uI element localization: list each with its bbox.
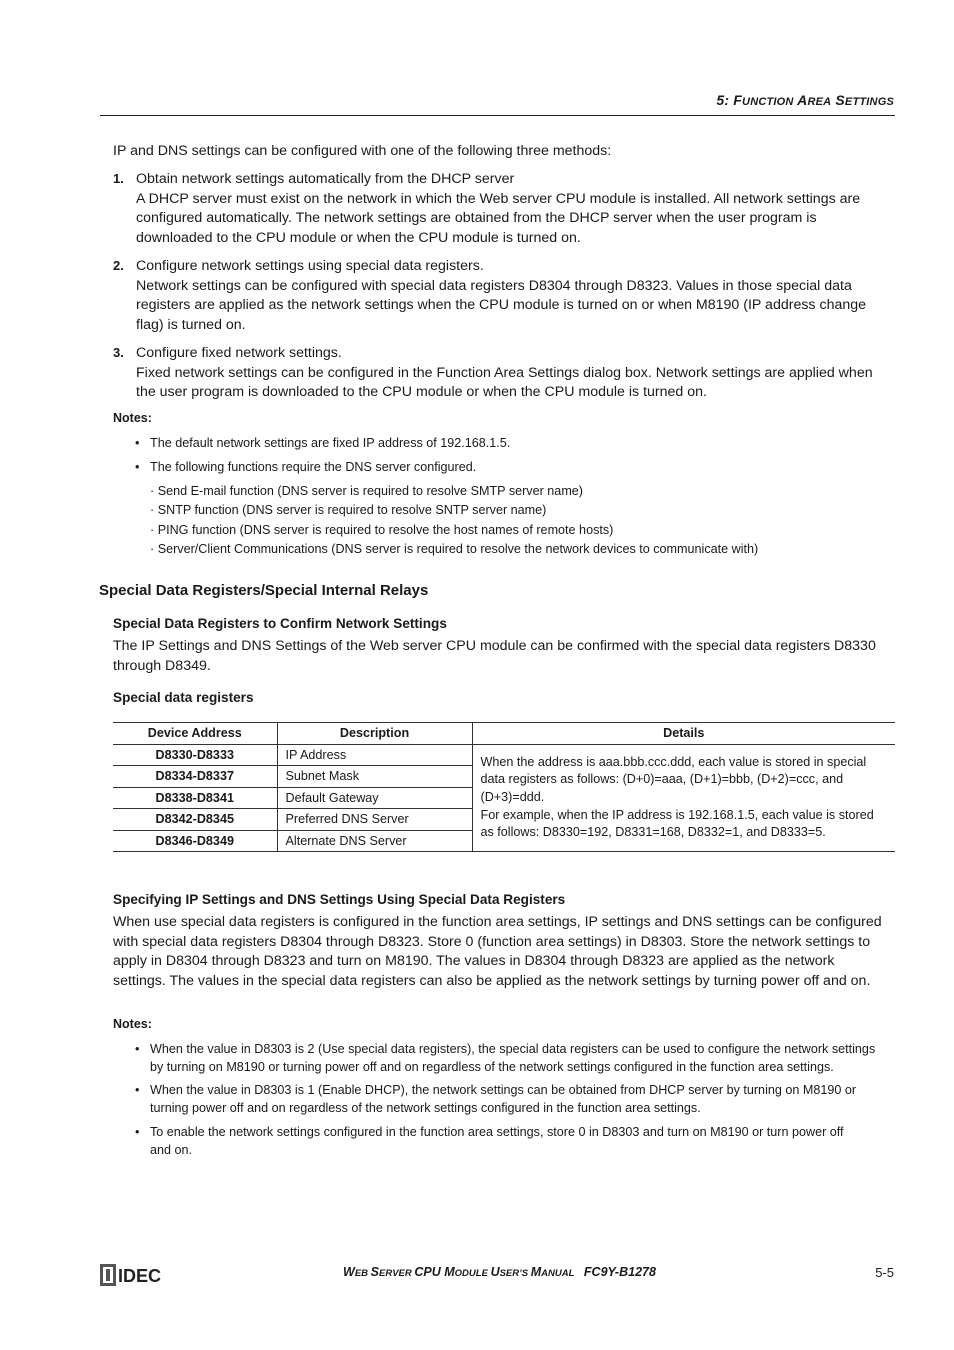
notes-label: Notes:	[113, 1017, 152, 1031]
footer-manual-title: WEB SERVER CPU MODULE USER’S MANUAL FC9Y-B1278	[343, 1265, 656, 1279]
special-data-registers-table	[113, 722, 895, 852]
doc-number: FC9Y-B1278	[583, 1265, 656, 1279]
note-subitem: · Server/Client Communications (DNS server is required to resolve the network devices to communicate with)	[150, 541, 759, 556]
note-subitem: · SNTP function (DNS server is required to resolve SNTP server name)	[150, 503, 547, 518]
description: Alternate DNS Server	[277, 830, 472, 852]
details-cell: When the address is aaa.bbb.ccc.ddd, each value is stored in special data registers as follows: (D+0)=aaa, (D+1)=bbb, (D+2)=ccc, and (D+3)=ddd. For example, when the IP address is 192.168.1.5, each value is stored as follows: D8330=192, D8331=168, D8332=1, and D8333=5.	[472, 744, 895, 852]
note-sublist	[150, 482, 758, 559]
idec-logo	[100, 1263, 170, 1287]
device-address: D8334-D8337	[113, 766, 277, 788]
header-divider	[100, 115, 895, 116]
section-heading: Special Data Registers/Special Internal Relays	[99, 582, 429, 599]
device-address: D8346-D8349	[113, 830, 277, 852]
method-item: Obtain network settings automatically from the DHCP server A DHCP server must exist on the network in which the Web server CPU module is installed. All network settings are configured automatically. The network settings are obtained from the DHCP server when the user program is downloaded to the CPU module or when the CPU module is turned on.	[136, 171, 861, 246]
method-title: Configure network settings using special data registers.	[136, 258, 484, 274]
note-bullet: • The default network settings are fixed IP address of 192.168.1.5.	[150, 434, 510, 452]
method-number: 1.	[113, 171, 124, 186]
chapter-number: 5:	[716, 92, 730, 108]
chapter-header: 5: FUNCTION AREA SETTINGS	[716, 92, 894, 108]
method-item: Configure network settings using special data registers. Network settings can be configured with special data registers D8304 through D8323. Values in those special data registers are applied as the network settings when the CPU module is turned on or when M8190 (IP address change flag) is turned on.	[136, 258, 867, 333]
subsection-heading: Special Data Registers to Confirm Network Settings	[113, 616, 447, 631]
description: Subnet Mask	[277, 766, 472, 788]
method-title: Obtain network settings automatically from the DHCP server	[136, 171, 515, 187]
subsection-heading: Specifying IP Settings and DNS Settings Using Special Data Registers	[113, 892, 566, 907]
page-number: 5-5	[875, 1265, 894, 1280]
column-header: Description	[277, 723, 472, 745]
note-subitem: · Send E-mail function (DNS server is required to resolve SMTP server name)	[150, 484, 584, 498]
note-subitem: · PING function (DNS server is required to resolve the host names of remote hosts)	[150, 522, 614, 537]
table-heading: Special data registers	[113, 690, 254, 705]
column-header: Details	[472, 723, 895, 745]
method-item: Configure fixed network settings. Fixed network settings can be configured in the Function Area Settings dialog box. Network settings are applied when the user program is downloaded to the CPU module or when the CPU module is turned on.	[136, 345, 873, 400]
note-bullet: • When the value in D8303 is 2 (Use special data registers), the special data registers can be used to configure the network settings by turning on M8190 or turning power off and on regardless of the network settings configured in the function area settings.	[150, 1040, 875, 1076]
device-address: D8338-D8341	[113, 787, 277, 809]
specifying-paragraph: When use special data registers is configured in the function area settings, IP settings and DNS settings can be configured with special data registers D8304 through D8323. Store 0 (function area settings) in D8303. Store the network settings to apply in D8304 through D8323 and turn on M8190. The values in D8304 through D8323 are applied as the network settings. The values in the special data registers can also be applied as the network settings by turning power off and on.	[113, 914, 882, 989]
column-header: Device Address	[113, 723, 277, 745]
device-address: D8342-D8345	[113, 809, 277, 831]
table-row	[113, 744, 895, 766]
method-title: Configure fixed network settings.	[136, 345, 342, 361]
confirm-paragraph: The IP Settings and DNS Settings of the Web server CPU module can be confirmed with the special data registers D8330 through D8349.	[113, 638, 876, 674]
description: IP Address	[277, 744, 472, 766]
intro-paragraph: IP and DNS settings can be configured with one of the following three methods:	[113, 143, 612, 159]
method-number: 2.	[113, 258, 124, 273]
note-bullet: • The following functions require the DNS server configured.	[150, 458, 476, 476]
table-header-row	[113, 723, 895, 745]
logo-text: IDEC	[118, 1266, 162, 1286]
description: Preferred DNS Server	[277, 809, 472, 831]
description: Default Gateway	[277, 787, 472, 809]
notes-label: Notes:	[113, 411, 152, 425]
note-bullet: • When the value in D8303 is 1 (Enable DHCP), the network settings can be obtained from DHCP server by turning on M8190 or turning power off and on regardless of the network settings configured in the function area settings.	[150, 1081, 856, 1117]
method-number: 3.	[113, 345, 124, 360]
device-address: D8330-D8333	[113, 744, 277, 766]
note-bullet: • To enable the network settings configured in the function area settings, store 0 in D8303 and turn on M8190 or turn power off and on.	[150, 1123, 844, 1159]
